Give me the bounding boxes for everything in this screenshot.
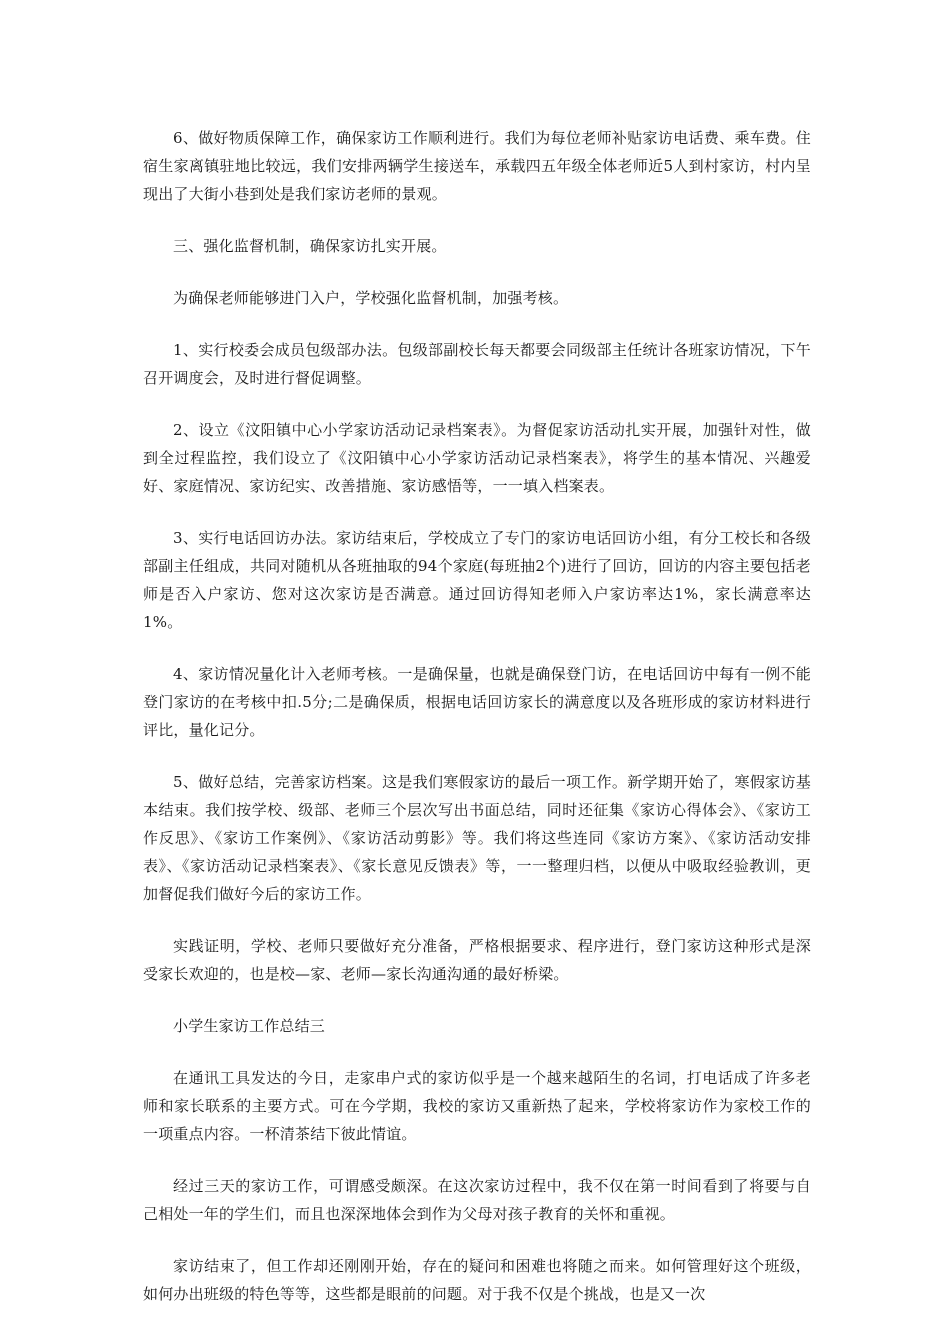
paragraph-item-4: 4、家访情况量化计入老师考核。一是确保量，也就是确保登门访，在电话回访中每有一例不能登门家访的在考核中扣.5分;二是确保质，根据电话回访家长的满意度以及各班形成的家访材料进行评比，量化记分。 (143, 665, 811, 739)
paragraph-experience: 经过三天的家访工作，可谓感受颇深。在这次家访过程中，我不仅在第一时间看到了将要与自己相处一年的学生们，而且也深深地体会到作为父母对孩子教育的关怀和重视。 (143, 1177, 811, 1223)
paragraph-after-visit: 家访结束了，但工作却还刚刚开始，存在的疑问和困难也将随之而来。如何管理好这个班级，如何办出班级的特色等等，这些都是眼前的问题。对于我不仅是个挑战，也是又一次 (143, 1257, 811, 1303)
document-body (143, 124, 811, 1332)
heading-supervision: 三、强化监督机制，确保家访扎实开展。 (173, 237, 447, 255)
paragraph-intro-3: 在通讯工具发达的今日，走家串户式的家访似乎是一个越来越陌生的名词，打电话成了许多老师和家长联系的主要方式。可在今学期，我校的家访又重新热了起来，学校将家访作为家校工作的一项重点内容。一杯清茶结下彼此情谊。 (143, 1069, 811, 1143)
paragraph-conclusion: 实践证明，学校、老师只要做好充分准备，严格根据要求、程序进行，登门家访这种形式是深受家长欢迎的，也是校—家、老师—家长沟通沟通的最好桥梁。 (143, 937, 811, 983)
paragraph-material-support: 6、做好物质保障工作，确保家访工作顺利进行。我们为每位老师补贴家访电话费、乘车费。住宿生家离镇驻地比较远，我们安排两辆学生接送车，承载四五年级全体老师近5人到村家访，村内呈现出了大街小巷到处是我们家访老师的景观。 (143, 129, 811, 203)
paragraph-supervision-intro: 为确保老师能够进门入户，学校强化监督机制，加强考核。 (173, 289, 569, 307)
paragraph-item-1: 1、实行校委会成员包级部办法。包级部副校长每天都要会同级部主任统计各班家访情况，下午召开调度会，及时进行督促调整。 (143, 341, 811, 387)
section-title-3: 小学生家访工作总结三 (173, 1017, 326, 1035)
paragraph-item-5: 5、做好总结，完善家访档案。这是我们寒假家访的最后一项工作。新学期开始了，寒假家访基本结束。我们按学校、级部、老师三个层次写出书面总结，同时还征集《家访心得体会》、《家访工作反思》、《家访工作案例》、《家访活动剪影》等。我们将这些连同《家访方案》、《家访活动安排表》、《家访活动记录档案表》、《家长意见反馈表》等，一一整理归档，以便从中吸取经验教训，更加督促我们做好今后的家访工作。 (143, 773, 811, 903)
paragraph-item-3: 3、实行电话回访办法。家访结束后，学校成立了专门的家访电话回访小组，有分工校长和各级部副主任组成，共同对随机从各班抽取的94个家庭(每班抽2个)进行了回访，回访的内容主要包括老师是否入户家访、您对这次家访是否满意。通过回访得知老师入户家访率达1%，家长满意率达1%。 (143, 529, 811, 631)
paragraph-item-2: 2、设立《汶阳镇中心小学家访活动记录档案表》。为督促家访活动扎实开展，加强针对性，做到全过程监控，我们设立了《汶阳镇中心小学家访活动记录档案表》，将学生的基本情况、兴趣爱好、家庭情况、家访纪实、改善措施、家访感悟等，一一填入档案表。 (143, 421, 811, 495)
